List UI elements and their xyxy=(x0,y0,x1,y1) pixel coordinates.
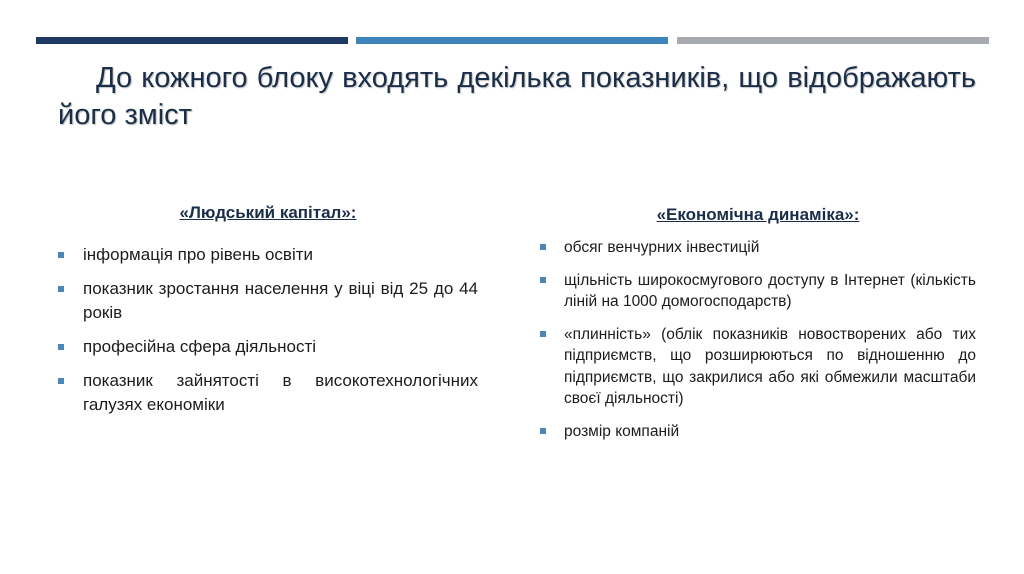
list-item xyxy=(58,277,478,325)
left-bullet-list xyxy=(58,243,478,427)
list-item-text: «плинність» (облік показників новостворених або тих підприємств, що розширюються по відношенню до підприємств, що закрилися або які обмежили масштаби своєї діяльності) xyxy=(564,325,976,407)
list-item-text: щільність широкосмугового доступу в Інтернет (кількість ліній на 1000 домогосподарств) xyxy=(564,271,976,310)
list-item xyxy=(540,324,976,410)
top-bar-light-blue xyxy=(356,37,668,44)
list-item-text: професійна сфера діяльності xyxy=(83,337,317,356)
list-item xyxy=(540,421,976,443)
list-item-text: показник зростання населення у віці від 25 до 44 років xyxy=(83,279,478,322)
list-item xyxy=(540,270,976,313)
list-item xyxy=(58,243,478,267)
top-bar-dark-blue xyxy=(36,37,348,44)
list-item-text: показник зайнятості в високотехнологічних галузях економіки xyxy=(83,371,478,414)
list-item-text: розмір компаній xyxy=(564,422,680,440)
square-bullet-icon xyxy=(540,244,546,250)
square-bullet-icon xyxy=(540,428,546,434)
list-item-text: інформація про рівень освіти xyxy=(83,245,314,264)
square-bullet-icon xyxy=(540,331,546,337)
left-column-heading: «Людський капітал»: xyxy=(179,203,357,222)
square-bullet-icon xyxy=(58,286,64,292)
list-item-text: обсяг венчурних інвестицій xyxy=(564,239,760,256)
square-bullet-icon xyxy=(540,277,546,283)
slide-title-text: До кожного блоку входять декілька показників, що відображають його зміст xyxy=(58,62,976,131)
list-item xyxy=(540,237,976,259)
slide-title xyxy=(58,60,976,134)
list-item xyxy=(58,335,478,359)
right-bullet-list xyxy=(540,237,976,453)
top-bar-gray xyxy=(677,37,989,44)
square-bullet-icon xyxy=(58,252,64,258)
list-item xyxy=(58,369,478,417)
right-column-heading: «Економічна динаміка»: xyxy=(656,205,860,224)
square-bullet-icon xyxy=(58,344,64,350)
square-bullet-icon xyxy=(58,378,64,384)
